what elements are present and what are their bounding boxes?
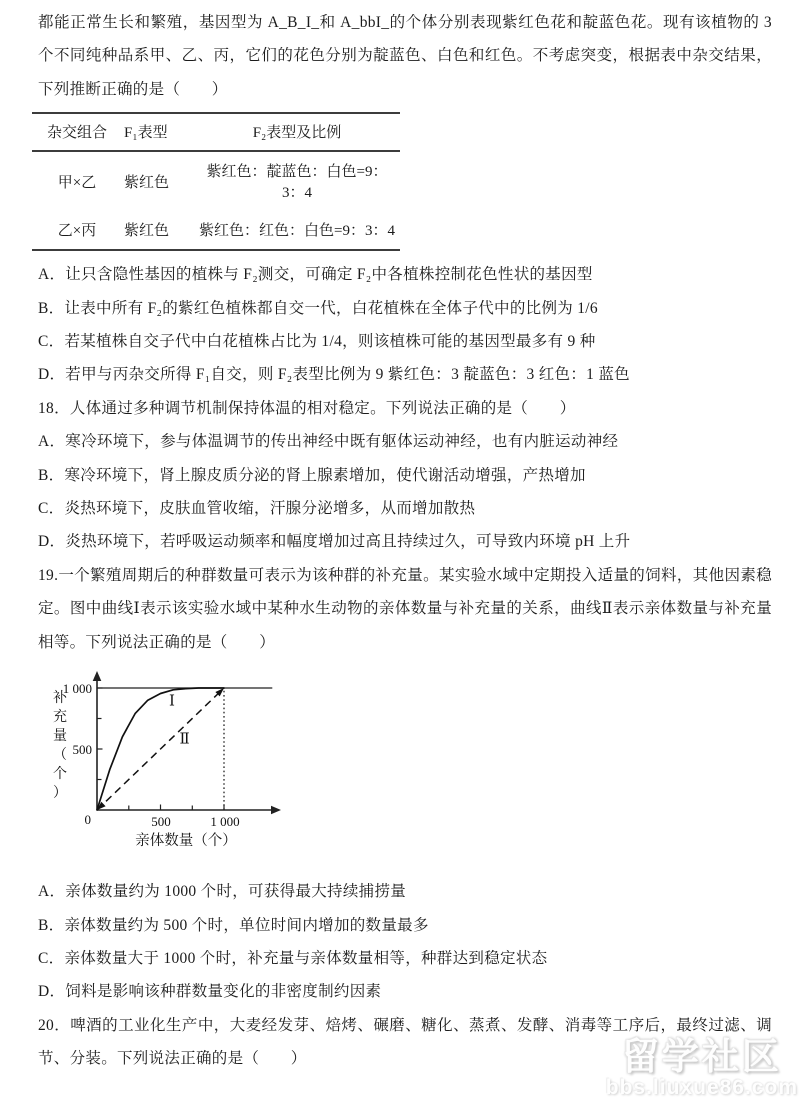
origin-label: 0 [84, 812, 91, 828]
curve-I-label: Ⅰ [168, 693, 175, 710]
q18-option-a: A．寒冷环境下，参与体温调节的传出神经中既有躯体运动神经，也有内脏运动神经 [38, 433, 619, 451]
cell-f2-1: 紫红色：靛蓝色：白色=9：3：4 [206, 164, 388, 202]
chart-svg [44, 669, 306, 861]
q18-option-c: C．炎热环境下，皮肤血管收缩，汗腺分泌增多，从而增加散热 [38, 500, 476, 518]
cross-results-table [32, 112, 400, 251]
curve-II-label: Ⅱ [179, 731, 190, 748]
recruitment-chart [44, 669, 306, 861]
q18-option-b: B．寒冷环境下，肾上腺皮质分泌的肾上腺素增加，使代谢活动增强，产热增加 [38, 466, 586, 484]
y-axis-title: 补充量（个） [53, 691, 67, 802]
cell-f1-1: 紫红色 [124, 174, 170, 191]
q19-option-b: B．亲体数量约为 500 个时，单位时间内增加的数量最多 [38, 916, 429, 934]
q17-option-c: C．若某植株自交子代中白花植株占比为 1/4，则该植株可能的基因型最多有 9 种 [38, 333, 596, 351]
question-17-stem: 都能正常生长和繁殖，基因型为 A_B_I_和 A_bbI_的个体分别表现紫红色花和靛蓝色花。现有该植物的 3 个不同纯种品系甲、乙、丙，它们的花色分别为靛蓝色、白色和红色。不考虑突变，根据表中杂交结果，下列推断正确的是（ ） [38, 14, 772, 98]
table-row [32, 151, 400, 211]
q19-option-c: C．亲体数量大于 1000 个时，补充量与亲体数量相等，种群达到稳定状态 [38, 949, 548, 967]
question-20-stem: 20．啤酒的工业化生产中，大麦经发芽、焙烤、碾磨、糖化、蒸煮、发酵、消毒等工序后，最终过滤、调节、分装。下列说法正确的是（ ） [38, 1016, 772, 1068]
y-tick-label-500: 500 [72, 742, 92, 758]
y-axis-arrow-icon [93, 671, 102, 681]
site-watermark [606, 1026, 798, 1100]
x-tick-label-500: 500 [151, 814, 171, 830]
col-header-f1: F₁表型 [122, 114, 194, 151]
q17-option-a: A．让只含隐性基因的植株与 F₂测交，可确定 F₂中各植株控制花色性状的基因型 [38, 266, 593, 284]
cell-cross-1: 甲×乙 [57, 174, 97, 191]
q18-option-d: D．炎热环境下，若呼吸运动频率和幅度增加过高且持续过久，可导致内环境 pH 上升 [38, 533, 631, 551]
curve-II [97, 688, 224, 810]
question-19-stem: 19.一个繁殖周期后的种群数量可表示为该种群的补充量。某实验水域中定期投入适量的饲料，其他因素稳定。图中曲线Ⅰ表示该实验水域中某种水生动物的亲体数量与补充量的关系，曲线Ⅱ表示亲体数量与补充量相等。下列说法正确的是（ ） [38, 566, 772, 651]
table-row [32, 211, 400, 249]
q19-option-a: A．亲体数量约为 1000 个时，可获得最大持续捕捞量 [38, 883, 407, 901]
col-header-cross: 杂交组合 [32, 114, 122, 151]
x-axis-title: 亲体数量（个） [135, 833, 237, 850]
watermark-title: 留学社区 [621, 1036, 782, 1077]
watermark-url: bbs.liuxue86.com [605, 1076, 798, 1099]
table-header-row [32, 114, 400, 151]
q17-option-b: B．让表中所有 F₂的紫红色植株都自交一代，白花植株在全体子代中的比例为 1/6 [38, 299, 598, 317]
col-header-f2: F₂表型及比例 [194, 114, 400, 151]
y-tick-label-1000: 1 000 [62, 681, 92, 697]
q19-option-d: D．饲料是影响该种群数量变化的非密度制约因素 [38, 983, 382, 1001]
cell-f1-2: 紫红色 [124, 223, 170, 240]
exam-page-content [38, 6, 772, 1076]
x-axis-arrow-icon [271, 806, 281, 815]
x-tick-label-1000: 1 000 [210, 814, 240, 830]
cell-f2-2: 紫红色：红色：白色=9：3：4 [199, 223, 395, 240]
question-18-stem: 18．人体通过多种调节机制保持体温的相对稳定。下列说法正确的是（ ） [38, 399, 576, 417]
cell-cross-2: 乙×丙 [57, 223, 97, 240]
q17-option-d: D．若甲与丙杂交所得 F₁自交，则 F₂表型比例为 9 紫红色：3 靛蓝色：3 红色：1 蓝色 [38, 366, 630, 384]
